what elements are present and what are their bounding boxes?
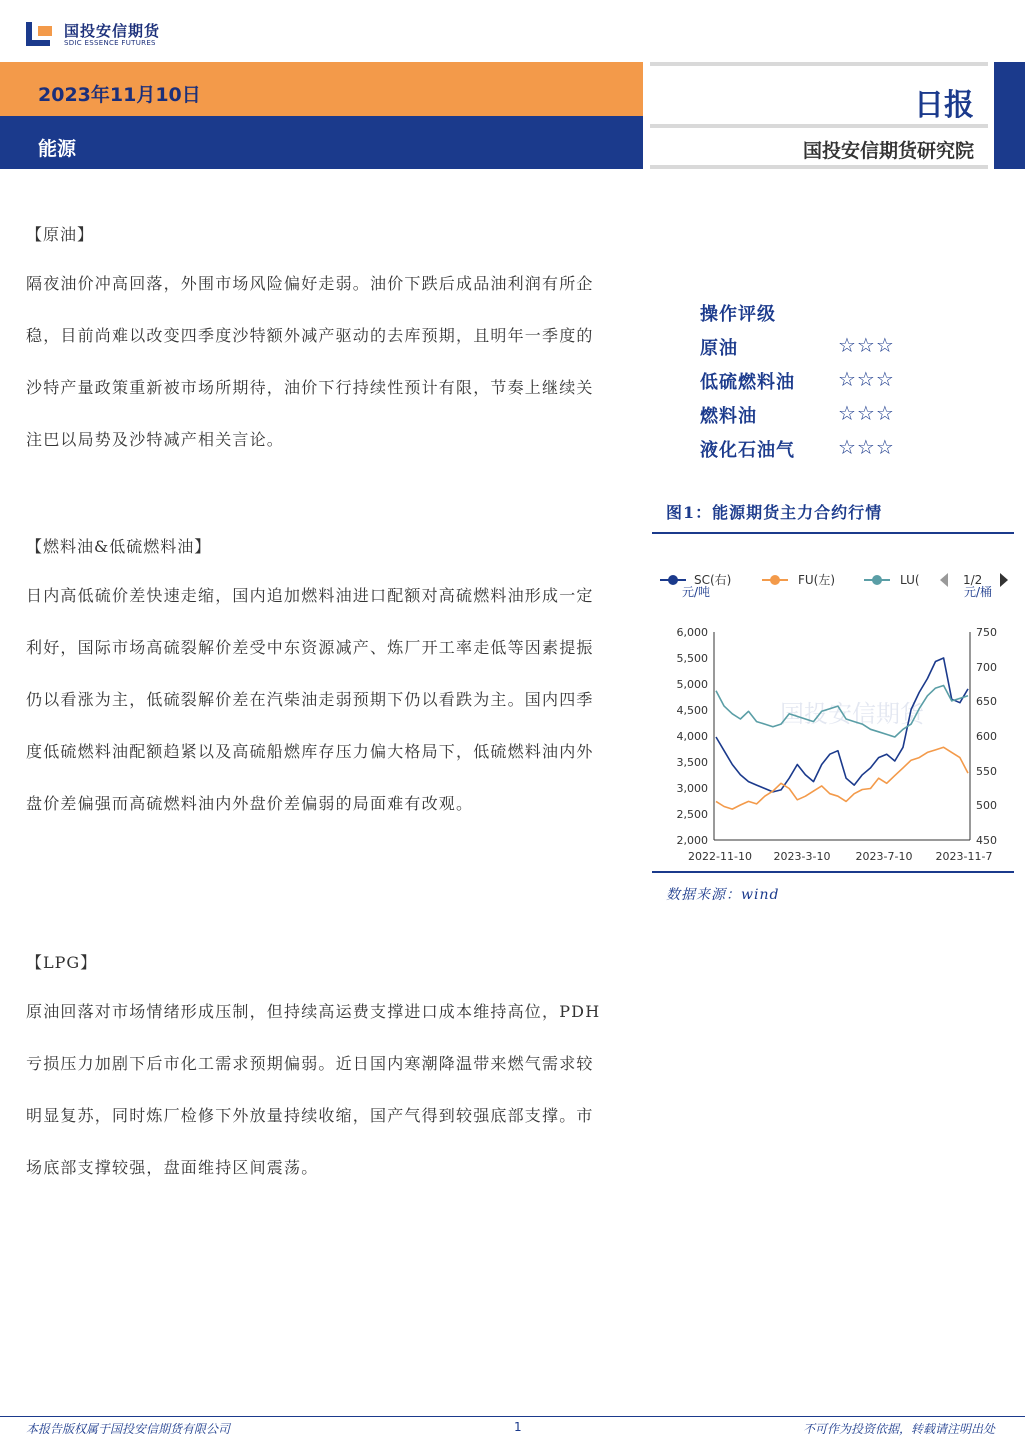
legend-sc[interactable]: SC(右) (694, 573, 732, 587)
figure-title: 图1：能源期货主力合约行情 (666, 503, 883, 522)
left-tick-label: 5,500 (676, 652, 708, 665)
figure-top-rule (652, 532, 1014, 534)
report-header-right (650, 62, 988, 169)
legend-marker (668, 575, 678, 585)
section-heading-crude: 【原油】 (26, 225, 95, 244)
rating-row (700, 402, 960, 436)
left-axis-unit: 元/吨 (681, 585, 711, 599)
right-tick-label: 650 (976, 695, 997, 708)
right-axis-unit: 元/桶 (963, 585, 993, 599)
footer-rule (0, 1416, 1025, 1417)
futures-price-chart (652, 560, 1014, 870)
left-tick-label: 6,000 (676, 626, 708, 639)
rating-panel (700, 300, 960, 470)
left-tick-label: 3,000 (676, 782, 708, 795)
footer-copyright: 本报告版权属于国投安信期货有限公司 (26, 1422, 231, 1436)
header-divider (650, 165, 988, 169)
x-tick-label: 2023-11-7 (935, 850, 993, 863)
legend-prev-arrow-icon[interactable] (940, 573, 948, 587)
series-line-1 (716, 747, 968, 809)
x-axis-ticks (688, 850, 992, 863)
section-paragraph-crude: 隔夜油价冲高回落，外围市场风险偏好走弱。油价下跌后成品油利润有所企稳，目前尚难以改变四季度沙特额外减产驱动的去库预期，且明年一季度的沙特产量政策重新被市场所期待，油价下行持续性预计有限，节奏上继续关注巴以局势及沙特减产相关言论。 (26, 274, 594, 449)
legend-next-arrow-icon[interactable] (1000, 573, 1008, 587)
series-line-2 (716, 686, 968, 738)
x-tick-label: 2022-11-10 (688, 850, 752, 863)
footer-disclaimer: 不可作为投资依据，转载请注明出处 (802, 1422, 995, 1436)
left-axis-ticks (677, 626, 709, 847)
rating-title: 操作评级 (700, 304, 776, 325)
edge-accent-bar (994, 62, 1025, 169)
rating-stars: ☆☆☆ (838, 435, 895, 459)
left-tick-label: 3,500 (676, 756, 708, 769)
rating-stars: ☆☆☆ (838, 367, 895, 391)
figure-bottom-rule (652, 871, 1014, 873)
rating-name: 低硫燃料油 (700, 372, 795, 393)
x-tick-label: 2023-3-10 (773, 850, 831, 863)
right-tick-label: 550 (976, 765, 997, 778)
x-tick-label: 2023-7-10 (855, 850, 913, 863)
header-divider (650, 124, 988, 128)
rating-name: 燃料油 (700, 406, 757, 427)
legend-lu[interactable]: LU( (900, 573, 920, 587)
report-date: 2023年11月10日 (38, 84, 201, 106)
legend-fu[interactable]: FU(左) (798, 573, 836, 587)
chart-series (716, 658, 968, 809)
right-tick-label: 600 (976, 730, 997, 743)
header-divider (650, 62, 988, 66)
company-logo (24, 18, 184, 52)
report-type: 日报 (914, 88, 974, 123)
left-tick-label: 5,000 (676, 678, 708, 691)
left-tick-label: 2,000 (676, 834, 708, 847)
right-tick-label: 450 (976, 834, 997, 847)
right-tick-label: 500 (976, 799, 997, 812)
rating-row (700, 368, 960, 402)
left-tick-label: 4,000 (676, 730, 708, 743)
sector-band (0, 116, 643, 169)
left-tick-label: 4,500 (676, 704, 708, 717)
section-heading-fuel-oil: 【燃料油&低硫燃料油】 (26, 537, 212, 556)
section-paragraph-lpg: 原油回落对市场情绪形成压制，但持续高运费支撑进口成本维持高位，PDH亏损压力加剧下后市化工需求预期偏弱。近日国内寒潮降温带来燃气需求较明显复苏，同时炼厂检修下外放量持续收缩，国产气得到较强底部支撑。市场底部支撑较强，盘面维持区间震荡。 (26, 1002, 601, 1177)
rating-stars: ☆☆☆ (838, 333, 895, 357)
logo-text-cn: 国投安信期货 (64, 22, 161, 40)
chart-legend (660, 573, 1008, 587)
section-heading-lpg: 【LPG】 (26, 953, 98, 972)
report-sector: 能源 (38, 138, 77, 160)
legend-marker (872, 575, 882, 585)
footer-page-number: 1 (514, 1420, 522, 1434)
rating-name: 液化石油气 (700, 440, 795, 461)
legend-marker (770, 575, 780, 585)
figure-source: 数据来源：wind (666, 887, 780, 903)
rating-name: 原油 (700, 338, 738, 359)
left-tick-label: 2,500 (676, 808, 708, 821)
rating-row (700, 334, 960, 368)
section-paragraph-fuel-oil: 日内高低硫价差快速走缩，国内追加燃料油进口配额对高硫燃料油形成一定利好，国际市场高硫裂解价差受中东资源减产、炼厂开工率走低等因素提振仍以看涨为主，低硫裂解价差在汽柴油走弱预期下仍以看跌为主。国内四季度低硫燃料油配额趋紧以及高硫船燃库存压力偏大格局下，低硫燃料油内外盘价差偏强而高硫燃料油内外盘价差偏弱的局面难有改观。 (26, 586, 594, 813)
institute-name: 国投安信期货研究院 (802, 140, 974, 162)
logo-text-en: SDIC ESSENCE FUTURES (64, 39, 156, 47)
chart-watermark: 国投安信期货 (780, 700, 924, 728)
right-tick-label: 750 (976, 626, 997, 639)
logo-mark-icon (24, 18, 56, 50)
rating-stars: ☆☆☆ (838, 401, 895, 425)
legend-page: 1/2 (963, 573, 983, 587)
rating-row (700, 436, 960, 470)
right-tick-label: 700 (976, 661, 997, 674)
right-axis-ticks (976, 626, 997, 847)
